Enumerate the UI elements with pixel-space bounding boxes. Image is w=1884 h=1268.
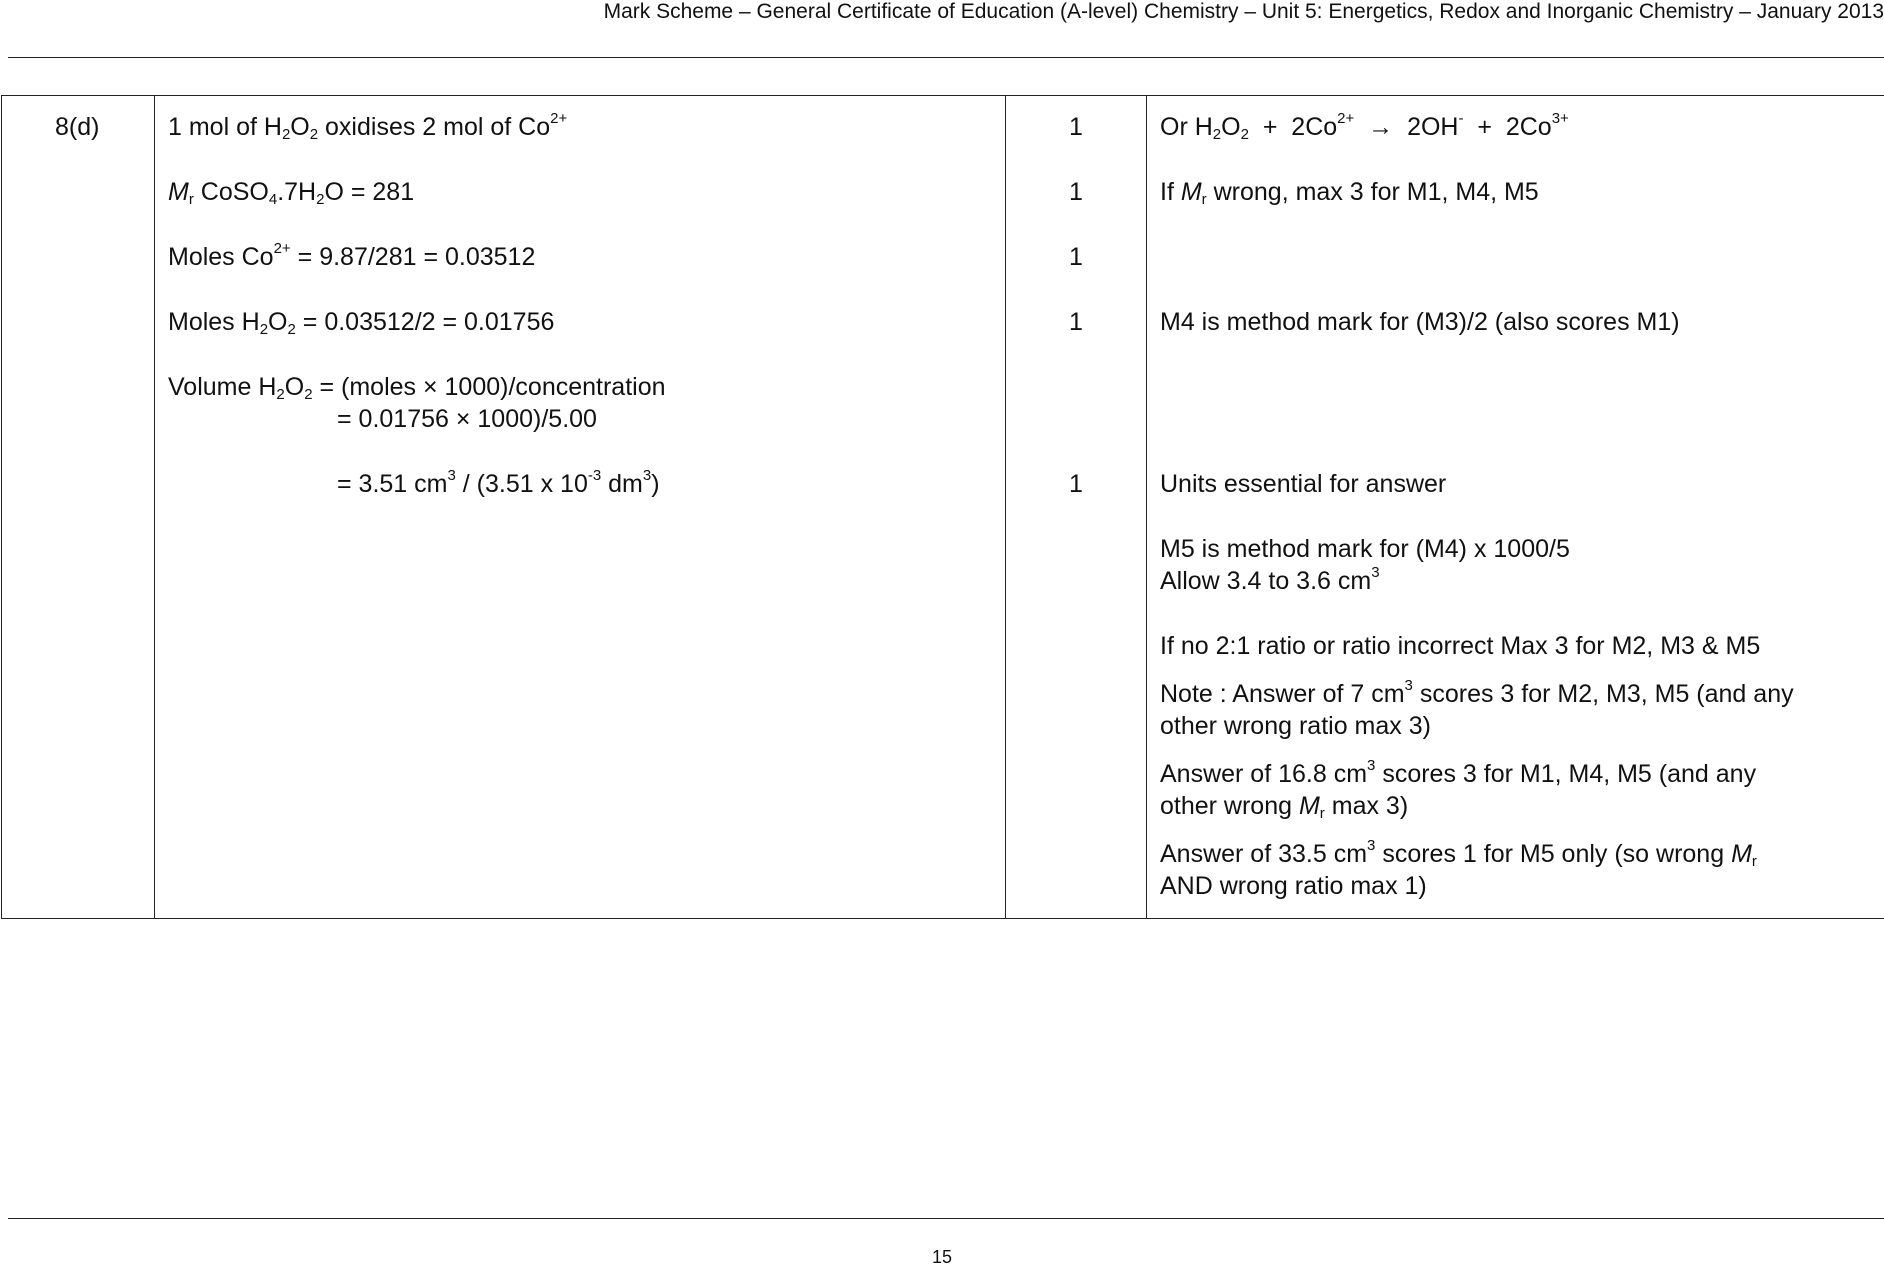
answer-line-1: 1 mol of $H_2O_2$ oxidises 2 mol of $Co^{2+}$ — [168, 110, 568, 143]
comment-line: other wrong ratio max 3) — [1160, 712, 1431, 740]
comment-line: AND wrong ratio max 1) — [1160, 872, 1427, 900]
mark-value: 1 — [1069, 308, 1083, 336]
answer-line-7: = 3.51 $cm^3 / (3.51$ x $10^{-3}$ $dm^3$) — [337, 467, 660, 498]
comment-equation: Or $H_2O_2 + 2Co^{2+} \to 2OH^- + 2Co^{3+}$ — [1160, 110, 1569, 143]
mark-scheme-table — [1, 95, 1884, 919]
page-number: 15 — [931, 1247, 953, 1267]
comment-line: Answer of 33.5 $cm^3$ scores 1 for M5 only (so wrong $M_r$ — [1160, 837, 1757, 870]
answer-line-6: = 0.01756 × 1000)/5.00 — [337, 405, 597, 433]
column-divider — [1146, 96, 1147, 918]
answer-line-2: $M_r$ $CoSO_4.7H_2O = 281$ — [168, 178, 415, 208]
column-divider — [1005, 96, 1006, 918]
comment-line: If $M_r$ wrong, max 3 for M1, M4, M5 — [1160, 178, 1539, 208]
answer-line-3: Moles $Co^{2+} = 9.87/281 = 0.03512$ — [168, 240, 536, 271]
comment-line: M4 is method mark for (M3)/2 (also scores M1) — [1160, 308, 1680, 336]
answer-line-5: Volume $H_2O_2$ = (moles × 1000)/concentration — [168, 373, 666, 403]
header-rule — [8, 57, 1884, 58]
footer-rule — [8, 1218, 1884, 1219]
comment-line: Units essential for answer — [1160, 470, 1447, 498]
comment-line: other wrong $M_r$ max 3) — [1160, 792, 1409, 822]
answer-line-4: Moles $H_2O_2 = 0.03512/2 = 0.01756$ — [168, 308, 555, 338]
question-number: 8(d) — [55, 113, 100, 141]
mark-value: 1 — [1069, 113, 1083, 141]
mark-value: 1 — [1069, 243, 1083, 271]
mark-value: 1 — [1069, 178, 1083, 206]
column-divider — [154, 96, 155, 918]
header-title: Mark Scheme – General Certificate of Education (A-level) Chemistry – Unit 5: Energetics, Redox and Inorganic Chemistry – January 2013 — [603, 0, 1884, 23]
comment-line: Note : Answer of 7 $cm^3$ scores 3 for M2, M3, M5 (and any — [1160, 677, 1794, 708]
comment-line: If no 2:1 ratio or ratio incorrect Max 3 for M2, M3 & M5 — [1160, 632, 1761, 660]
comment-line: M5 is method mark for (M4) x 1000/5 — [1160, 535, 1570, 563]
comment-line: Answer of 16.8 $cm^3$ scores 3 for M1, M4, M5 (and any — [1160, 757, 1757, 788]
mark-value: 1 — [1069, 470, 1083, 498]
comment-line: Allow 3.4 to 3.6 $cm^3$ — [1160, 564, 1380, 595]
